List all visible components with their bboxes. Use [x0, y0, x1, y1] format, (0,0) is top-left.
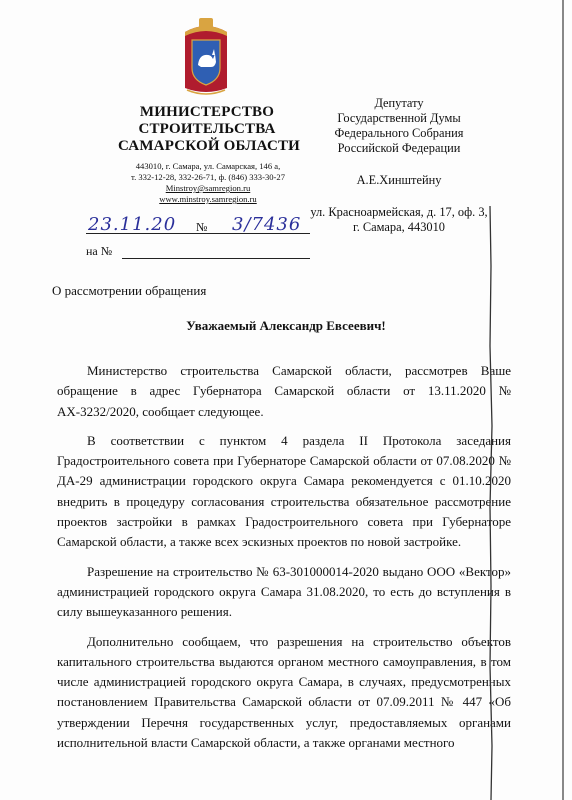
- ministry-contacts: [116, 161, 300, 205]
- page-edge-shadow: [562, 0, 564, 800]
- paragraph-3: Разрешение на строительство № 63-301000014-2020 выдано ООО «Вектор» администрацией городского округа Самара 31.08.2020, то есть до вступления в силу вышеуказанного решения.: [57, 563, 511, 620]
- handwritten-date: 23.11.20: [88, 214, 177, 235]
- margin-pen-mark: [487, 206, 495, 800]
- ministry-name: [118, 104, 301, 155]
- number-sign: №: [196, 220, 208, 234]
- ministry-line-1: МИНИСТЕРСТВО: [139, 104, 275, 120]
- recipient-address-2: г. Самара, 443010: [353, 220, 445, 234]
- recipient-line-1: Депутату: [374, 96, 424, 110]
- reference-label: на №: [86, 244, 113, 258]
- handwritten-number: 3/7436: [232, 214, 302, 235]
- registration-underline: [86, 233, 310, 234]
- recipient-block: [310, 96, 488, 235]
- ministry-email-link[interactable]: Minstroy@samregion.ru: [165, 183, 251, 193]
- ministry-line-2: СТРОИТЕЛЬСТВА: [138, 121, 276, 137]
- recipient-name: А.Е.Хинштейну: [356, 173, 442, 187]
- letter-greeting: Уважаемый Александр Евсеевич!: [186, 318, 386, 333]
- coat-of-arms-icon: [181, 18, 231, 96]
- paragraph-4: Дополнительно сообщаем, что разрешения на строительство объектов капитального строительства выдаются органом местного самоуправления, в том числе администрацией городского округа Самара, в случаях, предусмотренных постановлением Правительства Самарской области от 07.09.2011 № 447 «Об утверждении Перечня государственных услуг, предоставляемых органами исполнительной власти Самарской области, а также органами местного: [57, 633, 511, 751]
- paragraph-1: Министерство строительства Самарской области, рассмотрев Ваше обращение в адрес Губернатора Самарской области от 13.11.2020 № АХ-3232/2020, сообщает следующее.: [57, 363, 511, 419]
- ministry-website-link[interactable]: www.minstroy.samregion.ru: [159, 194, 257, 204]
- recipient-address-1: ул. Красноармейская, д. 17, оф. 3,: [310, 205, 488, 219]
- reference-line: [86, 244, 310, 262]
- recipient-line-4: Российской Федерации: [337, 141, 461, 155]
- registration-line: [86, 214, 310, 236]
- recipient-line-3: Федерального Собрания: [334, 126, 464, 140]
- letter-subject: О рассмотрении обращения: [52, 283, 207, 298]
- paragraph-2: В соответствии с пунктом 4 раздела II Протокола заседания Градостроительного совета при Губернаторе Самарской области от 07.08.2020 № ДА-29 администрации городского округа Самара рекомендуется с 01.10.2020 внедрить в процедуру согласования строительства обязательное рассмотрение проектов застройки в рамках Градостроительного совета при Губернаторе Самарской области, а также всех эскизных проектов по новой застройке.: [57, 432, 511, 550]
- ministry-phones: т. 332-12-28, 332-26-71, ф. (846) 333-30-27: [130, 172, 286, 182]
- reference-underline: [122, 258, 310, 259]
- letter-body: [57, 361, 511, 762]
- ministry-address: 443010, г. Самара, ул. Самарская, 146 а,: [135, 161, 281, 171]
- ministry-line-3: САМАРСКОЙ ОБЛАСТИ: [118, 138, 301, 154]
- recipient-line-2: Государственной Думы: [337, 111, 461, 125]
